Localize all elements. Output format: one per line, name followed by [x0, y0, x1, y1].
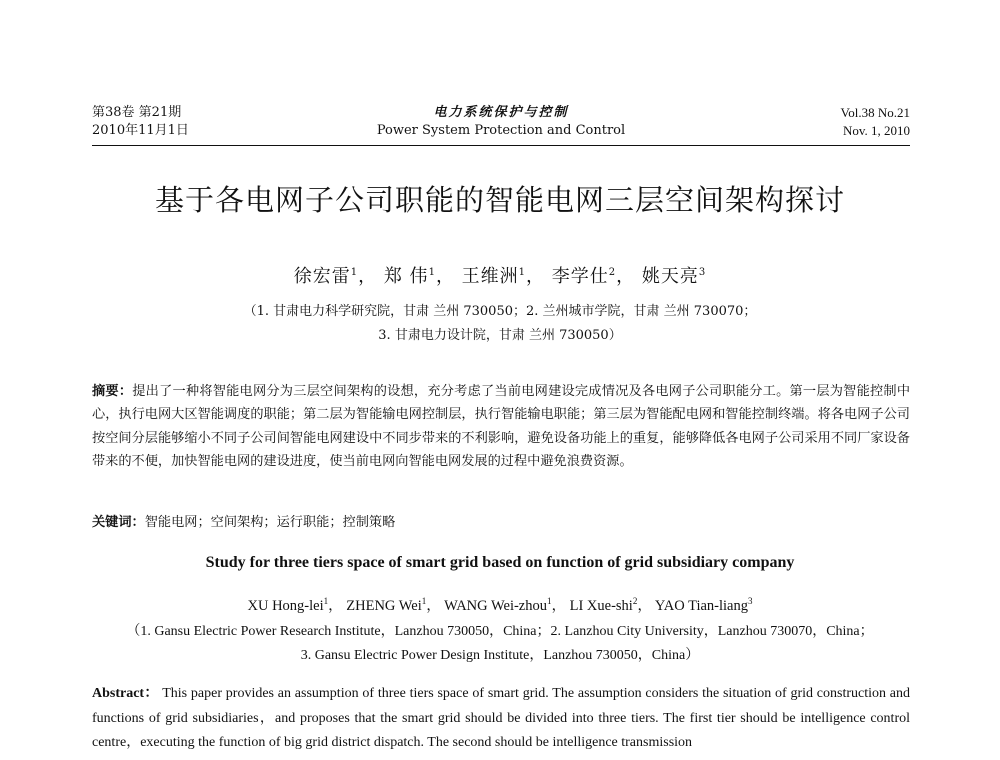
abstract-text-en: This paper provides an assumption of three tiers space of smart grid. The assumption considers the situation of grid construction and functions of grid subsidiaries，and proposes that the smart grid should be divided into three tiers. The first tier should be intelligence control centre，executing the function of big grid district dispatch. The second should be intelligence transmission — [92, 686, 911, 750]
paper-title-en: Study for three tiers space of smart grid based on function of grid subsidiary company — [205, 554, 795, 571]
author-name: LI Xue-shi — [569, 598, 633, 614]
keywords-label-cn: 关键词： — [92, 515, 145, 530]
author-name: 徐宏雷 — [293, 266, 351, 287]
author-name: 王维洲 — [461, 266, 519, 287]
date-en: Nov. 1, 2010 — [842, 123, 910, 138]
volume-issue-cn: 第38卷 第21期 — [92, 105, 182, 120]
author-cn — [642, 266, 706, 287]
author-affiliation-mark: 3 — [698, 267, 707, 278]
author-separator: ， — [328, 598, 343, 614]
author-en — [655, 598, 753, 614]
author-separator: ， — [637, 598, 652, 614]
affiliation-line: 3. 甘肃电力设计院，甘肃 兰州 730050） — [378, 328, 622, 343]
journal-issue-en — [841, 104, 910, 140]
author-name: 郑 伟 — [383, 266, 429, 287]
author-affiliation-mark: 1 — [428, 267, 436, 278]
abstract-text-cn: 提出了一种将智能电网分为三层空间架构的设想，充分考虑了当前电网建设完成情况及各电网子公司职能分工。第一层为智能控制中心，执行电网大区智能调度的职能；第二层为智能输电网控制层，执行智能输电职能；第三层为智能配电网和智能控制终端。将各电网子公司按空间分层能够缩小不同子公司间智能电网建设中不同步带来的不利影响，避免设备功能上的重复，能够降低各电网子公司采用不同厂家设备带来的不便，加快智能电网的建设进度，使当前电网向智能电网发展的过程中避免浪费资源。 — [92, 384, 911, 469]
author-separator: ， — [551, 598, 566, 614]
author-cn — [462, 266, 545, 287]
author-affiliation-mark: 1 — [518, 267, 527, 278]
volume-issue-en: Vol.38 No.21 — [840, 105, 910, 120]
author-list-en — [60, 594, 940, 615]
author-cn — [384, 266, 455, 287]
author-name: 姚天亮 — [641, 266, 699, 287]
author-cn — [294, 266, 377, 287]
journal-name-en: Power System Protection and Control — [376, 123, 626, 138]
author-affiliation-mark: 1 — [546, 596, 552, 607]
journal-name-cn: 电力系统保护与控制 — [433, 105, 569, 120]
author-name: YAO Tian-liang — [654, 598, 748, 614]
author-en — [444, 598, 566, 614]
author-separator: ， — [426, 598, 441, 614]
author-affiliation-mark: 1 — [421, 596, 427, 607]
abstract-label-en: Abstract： — [92, 686, 159, 701]
paper-title-cn: 基于各电网子公司职能的智能电网三层空间架构探讨 — [154, 183, 845, 217]
author-affiliation-mark: 1 — [350, 267, 359, 278]
journal-header — [92, 104, 910, 150]
abstract-cn — [92, 380, 910, 473]
author-en — [570, 598, 652, 614]
author-name: XU Hong-lei — [247, 598, 324, 614]
author-name: 李学仕 — [551, 266, 609, 287]
header-rule — [92, 145, 910, 146]
journal-name — [92, 104, 910, 140]
affiliations-en — [60, 620, 940, 668]
author-en — [248, 598, 343, 614]
author-affiliation-mark: 1 — [323, 596, 329, 607]
author-separator: ， — [526, 266, 546, 287]
abstract-en — [92, 682, 910, 756]
keywords-cn — [92, 513, 910, 533]
keywords-text-cn: 智能电网；空间架构；运行职能；控制策略 — [144, 515, 396, 530]
affiliations-cn — [60, 300, 940, 348]
author-affiliation-mark: 2 — [632, 596, 638, 607]
author-name: ZHENG Wei — [346, 598, 422, 614]
author-affiliation-mark: 2 — [608, 267, 617, 278]
abstract-label-cn: 摘要： — [92, 384, 133, 399]
affiliation-line: （1. Gansu Electric Power Research Institute，Lanzhou 730050，China；2. Lanzhou City University，Lanzhou 730070，China； — [126, 624, 874, 639]
author-cn — [552, 266, 635, 287]
affiliation-line: 3. Gansu Electric Power Design Institute，Lanzhou 730050，China） — [300, 648, 700, 663]
author-affiliation-mark: 3 — [747, 596, 753, 607]
author-list-cn — [60, 262, 940, 288]
affiliation-line: （1. 甘肃电力科学研究院，甘肃 兰州 730050；2. 兰州城市学院，甘肃 兰州 730070； — [243, 304, 757, 319]
author-en — [346, 598, 440, 614]
author-separator: ， — [435, 266, 455, 287]
author-separator: ， — [358, 266, 378, 287]
author-separator: ， — [616, 266, 636, 287]
date-cn: 2010年11月1日 — [92, 123, 189, 138]
author-name: WANG Wei-zhou — [444, 598, 547, 614]
